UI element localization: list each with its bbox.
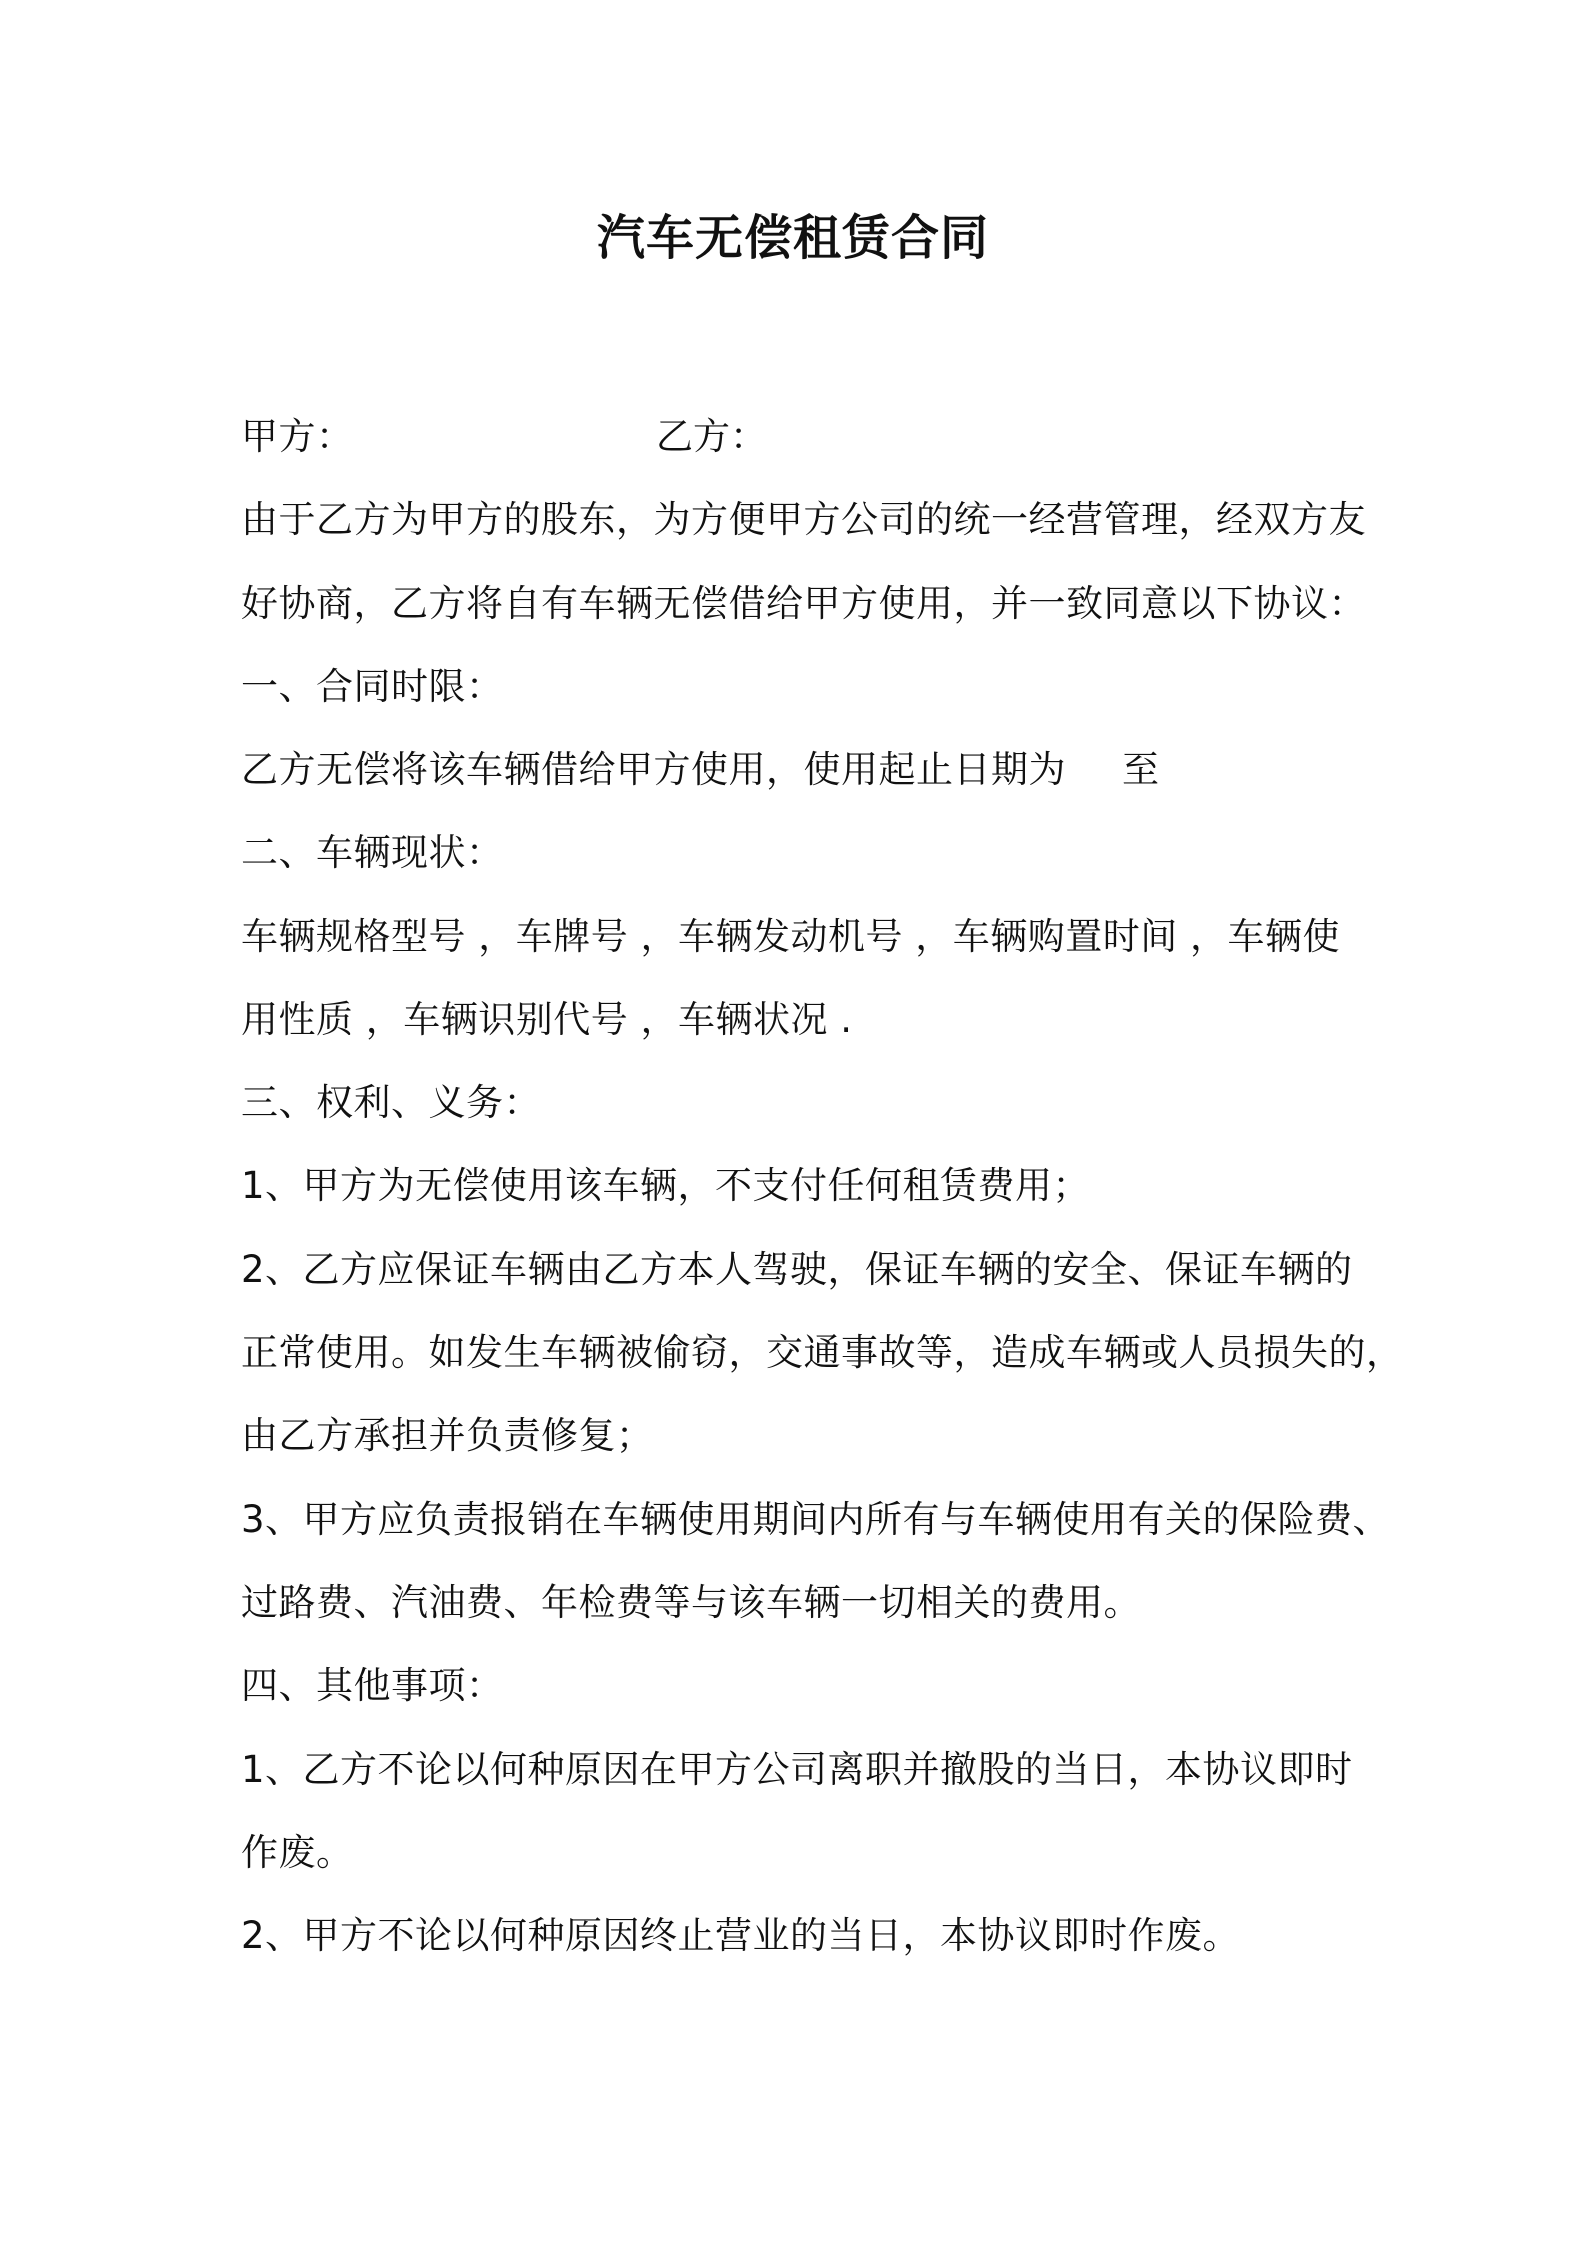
clause-3-2-line-2: 正常使用。如发生车辆被偷窃，交通事故等，造成车辆或人员损失的， <box>241 1331 1404 1374</box>
clause-4-1-line-2: 作废。 <box>241 1831 354 1874</box>
clause-4-1-line-1: 1、乙方不论以何种原因在甲方公司离职并撤股的当日，本协议即时 <box>241 1748 1353 1791</box>
clause-3-3-line-1: 3、甲方应负责报销在车辆使用期间内所有与车辆使用有关的保险费、 <box>241 1498 1391 1541</box>
body-line-date <box>241 746 1160 794</box>
body-line-vehicle-2: 用性质 ，车辆识别代号 ，车辆状况 . <box>241 998 853 1041</box>
body-line-2: 好协商，乙方将自有车辆无偿借给甲方使用，并一致同意以下协议： <box>241 582 1366 625</box>
section-heading-2: 二、车辆现状： <box>241 831 504 874</box>
date-to-label: 至 <box>1122 748 1160 791</box>
section-heading-4: 四、其他事项： <box>241 1664 504 1707</box>
document-title: 汽车无偿租赁合同 <box>596 210 989 266</box>
section-heading-1: 一、合同时限： <box>241 665 504 708</box>
clause-3-1: 1、甲方为无偿使用该车辆，不支付任何租赁费用； <box>241 1164 1091 1207</box>
body-line-vehicle-1: 车辆规格型号 ，车牌号 ，车辆发动机号 ，车辆购置时间 ，车辆使 <box>241 915 1341 958</box>
clause-3-2-line-1: 2、乙方应保证车辆由乙方本人驾驶，保证车辆的安全、保证车辆的 <box>241 1248 1353 1291</box>
date-range-text: 乙方无偿将该车辆借给甲方使用，使用起止日期为 <box>241 748 1066 791</box>
party-a-label: 甲方： <box>241 415 354 458</box>
clause-3-3-line-2: 过路费、汽油费、年检费等与该车辆一切相关的费用。 <box>241 1581 1141 1624</box>
party-b-label: 乙方： <box>656 415 767 458</box>
body-line-1: 由于乙方为甲方的股东，为方便甲方公司的统一经营管理，经双方友 <box>241 498 1366 541</box>
clause-3-2-line-3: 由乙方承担并负责修复； <box>241 1414 654 1457</box>
clause-4-2: 2、甲方不论以何种原因终止营业的当日，本协议即时作废。 <box>241 1914 1241 1957</box>
section-heading-3: 三、权利、义务： <box>241 1081 541 1124</box>
